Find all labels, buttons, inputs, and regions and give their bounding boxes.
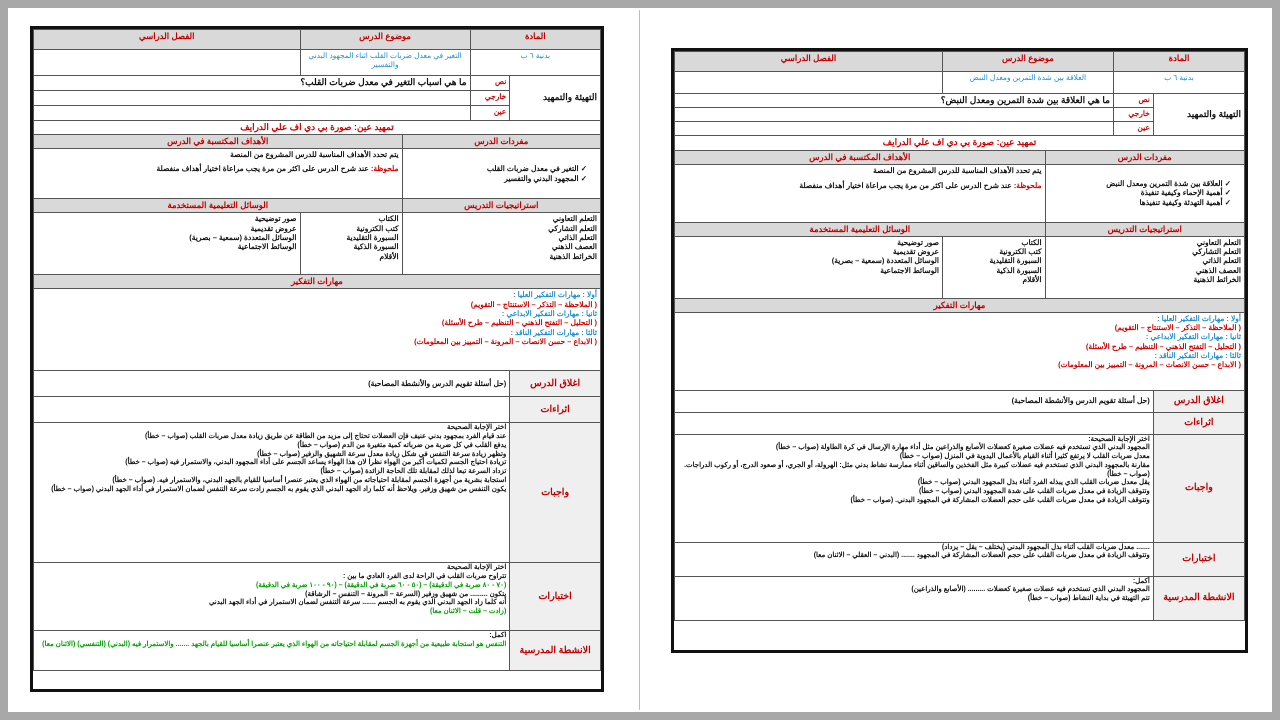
subject-value: بدنية ٦ ب [1113,72,1244,94]
media-item: الوسائل المتعددة (سمعية – بصرية) [831,256,939,266]
media-item: الوسائط الاجتماعية [237,242,297,252]
thinking-title: أولا : مهارات التفكير العليا : [513,290,597,300]
hw-line: وتتوقف الزيادة في معدل ضربات القلب على حجم العضلات المشاركة في المجهود البدني. (صواب – خطأ) [850,496,1150,504]
warm-tag-text: نص [1113,94,1153,108]
activity-line: التنفس هو استجابة طبيعية من أجهزة الجسم لمقابلة احتياجاته من الهواء الذي يعتبر عنصرا أساسيا للقيام بالجهد ....... والاستمرار فيه (البدني) (التنفسي) (الاثنان معا) [42,641,507,648]
term-header: الفصل الدراسي [34,30,301,50]
term-value [675,72,943,94]
topic-value: العلاقة بين شدة التمرين ومعدل النبض [942,72,1113,94]
tests-label: اختبارات [510,563,601,631]
topic-value: التغير في معدل ضربات القلب اثناء المجهود البدني والتفسير [300,50,470,76]
strategy-item: التعلم التعاوني [1196,237,1241,247]
tests-content [34,563,510,631]
goals-header: الأهداف المكتسبة في الدرس [675,150,1046,164]
media-item: صور توضيحية [897,237,939,247]
media-item: الوسائط الاجتماعية [880,265,939,275]
thinking-header: مهارات التفكير [675,298,1245,312]
strategy-item: العصف الذهني [1195,265,1241,275]
media-item: السبورة الذكية [353,242,399,252]
media-item: الأقلام [1022,275,1042,284]
media-item: الكتاب [378,214,399,224]
vocab-list [1045,164,1244,222]
activity-line: تتم التهيئة في بداية النشاط (صواب – خطأ) [1027,595,1150,602]
test-line: تتراوح ضربات القلب في الراحة لدى الفرد العادي ما بين : [342,573,507,580]
thinking-items: ( الابداع – حسن الانصات – المرونة – التمييز بين المعلومات) [1058,360,1241,370]
closing-text: (حل أسئلة تقويم الدرس والأنشطة المصاحبة) [34,371,510,397]
hw-line: المجهود البدني الذي تستخدم فيه عضلات صغيرة كعضلات الأصابع والذراعين مثل أداء مهارة الإرسال في كرة الطاولة (صواب – خطأ) [775,444,1150,452]
hw-line: وتظهر زيادة سرعة التنفس في شكل زيادة معدل سرعة الشهيق والزفير (صواب – خطأ) [257,450,507,458]
media-item: عروض تقديمية [893,246,939,256]
page-divider [639,10,640,710]
thinking-skills [34,289,601,371]
activity-label: الانشطة المدرسية [1153,576,1244,620]
test-line: ....... معدل ضربات القلب أثناء بذل المجهود البدني (يختلف – يقل – يزداد) [941,543,1150,551]
vocab-list [402,149,600,199]
media-header: الوسائل التعليمية المستخدمة [34,199,403,213]
strategy-item: التعلم التعاوني [552,214,597,224]
thinking-items: ( التحليل – التفتح الذهني – التنظيم – طرح الأسئلة) [441,318,597,328]
hw-line: تزيادة احتياج الجسم لكميات أكبر من الهواء نظرا لان هذا الهواء يساعد الجسم على أداء المجهود البدني، والاستمرار فيه (صواب – خطأ) [125,459,507,467]
hw-line: اختر الإجابة الصحيحة [446,424,507,432]
media-item: كتب الكترونية [999,246,1042,256]
activity-content [34,631,510,671]
test-line: وتتوقف الزيادة في معدل ضربات القلب على حجم العضلات المشاركة في المجهود ....... (البدني – العقلي – الاثنان معا) [813,552,1150,560]
thinking-title: ثالثا : مهارات التفكير الناقد : [510,327,597,337]
activity-line: أكمل: [1132,577,1150,585]
warm-tag-text: نص [470,76,510,91]
topic-header: موضوع الدرس [300,30,470,50]
lesson-question: ما هي العلاقة بين شدة التمرين ومعدل النبض؟ [675,94,1114,108]
goals-text: يتم تحدد الأهداف المناسبة للدرس المشروع من المنصة [873,165,1042,175]
test-line: اختر الإجابة الصحيحة [446,564,507,572]
term-value [34,50,301,76]
hw-line: يدفع القلب في كل ضربة من ضرباته كمية متغيرة من الدم (صواب – خطأ) [297,441,507,449]
vocab-item: ✓ العلاقة بين شدة التمرين ومعدل النبض [1049,179,1231,188]
strategy-item: الخرائط الذهنية [549,251,597,261]
closing-label: اغلاق الدرس [510,371,601,397]
strategies-header: استراتيجيات التدريس [1045,222,1244,236]
vocab-header: مفردات الدرس [1045,150,1244,164]
test-line: يتكون ......... من شهيق وزفير (السرعة – المرونة – التنفس – الرشاقة) [305,590,507,598]
hw-line: اختر الإجابة الصحيحة: [1088,435,1150,443]
lesson-plan-left [30,26,604,692]
media-item: السبورة الذكية [996,265,1042,275]
hw-line: عند قيام الفرد بمجهود بدني عنيف فإن العضلات تحتاج إلى مزيد من الطاقة عن طريق زيادة معدل ضربات القلب (صواب – خطأ) [145,433,507,440]
thinking-title: ثانيا : مهارات التفكير الابداعي : [501,309,597,318]
lesson-table-left [33,29,601,671]
lesson-plan-right [671,48,1248,653]
test-line: (زادت – قلت – الاثنان معا) [430,608,507,615]
hw-label: واجبات [1153,434,1244,542]
media-list-a [942,236,1045,298]
tests-label: اختبارات [1153,542,1244,576]
hw-line: تزداد السرعة تبعا لذلك لمقابلة تلك الحاجة الزائدة (صواب – خطأ) [320,468,507,475]
goals-header: الأهداف المكتسبة في الدرس [34,135,403,149]
hw-label: واجبات [510,423,601,563]
strategy-item: التعلم الذاتي [1202,256,1241,266]
warm-tag-external: خارجي [470,91,510,106]
goals-cell [675,164,1046,222]
media-item: الكتاب [1021,237,1042,247]
thinking-title: ثالثا : مهارات التفكير الناقد : [1154,351,1241,360]
note-label: ملحوظة: [1013,180,1042,190]
media-list-b [675,236,943,298]
vocab-item: ✓ التغير في معدل ضربات القلب [406,164,587,173]
thinking-title: ثانيا : مهارات التفكير الابداعي : [1145,332,1241,342]
media-item: عروض تقديمية [250,223,297,233]
media-item: الوسائل المتعددة (سمعية – بصرية) [189,233,297,242]
hw-line: يكون التنفس من شهيق وزفير. ويلاحظ أنه كلما زاد الجهد البدني الذي يقوم به الجسم زادت سرعة التنفس لضمان الاستمرار في أداء الجهد البدني (صواب – خطأ) [51,485,507,493]
strategies-header: استراتيجيات التدريس [402,199,600,213]
warm-tag-eye: عين [1113,122,1153,136]
tests-content [675,542,1154,576]
hw-line: وتتوقف الزيادة في معدل ضربات القلب على شدة المجهود البدني (صواب – خطأ) [919,488,1150,495]
warmup-line: تمهيد عين: صورة بي دي اف علي الدرايف [34,121,601,135]
subject-header: المادة [1113,52,1244,72]
thinking-items: ( الملاحظة – التذكر – الاستنتاج – التقويم) [470,299,597,309]
vocab-item: ✓ أهمية التهدئة وكيفية تنفيذها [1049,198,1231,207]
enrich-label: اثراءات [510,397,601,423]
warmup-line: تمهيد عين: صورة بي دي اف علي الدرايف [675,136,1245,150]
thinking-items: ( الملاحظة – التذكر – الاستنتاج – التقويم) [1114,322,1241,332]
closing-text: (حل أسئلة تقويم الدرس والأنشطة المصاحبة) [675,390,1154,412]
warm-tag-external: خارجي [1113,108,1153,122]
strategy-item: العصف الذهني [551,242,597,252]
warmup-label: التهيئة والتمهيد [1153,94,1244,136]
test-line: (٧٠ - ٨٠ ضربة في الدقيقة) – (٥٠ - ٦٠ ضربة في الدقيقة) – (٩٠ - ١٠٠ ضربة في الدقيقة) [255,581,507,589]
activity-line: المجهود البدني الذي تستخدم فيه عضلات صغيرة كعضلات ......... (الأصابع والذراعين) [911,586,1150,594]
test-line: أنه كلما زاد الجهد البدني الذي يقوم به الجسم ....... سرعة التنفس لضمان الاستمرار في أداء الجهد البدني [208,599,507,607]
closing-label: اغلاق الدرس [1153,390,1244,412]
topic-header: موضوع الدرس [942,52,1113,72]
media-list-a [300,213,402,275]
hw-line: استجابة بشرية من أجهزة الجسم لمقابلة احتياجاته من الهواء الذي يعتبر عنصرا أساسيا للقيام بالجهد البدني، والاستمرار فيه. (صواب – خطأ) [112,476,507,484]
note-text: عند شرح الدرس على اكثر من مرة يجب مراعاة اختيار أهداف منفصلة [799,180,1012,190]
warm-tag-eye: عين [470,106,510,121]
hw-line: يقل معدل ضربات القلب الذي يبذله الفرد أثناء بذل المجهود البدني (صواب – خطأ) [917,479,1150,487]
activity-line: اكمل: [489,632,507,640]
media-item: الأقلام [379,251,399,261]
vocab-item: ✓ المجهود البدني والتفسير [406,174,587,183]
vocab-header: مفردات الدرس [402,135,600,149]
activity-label: الانشطة المدرسية [510,631,601,671]
subject-value: بدنية ٦ ب [470,50,600,76]
term-header: الفصل الدراسي [675,52,943,72]
hw-line: معدل ضربات القلب لا يرتفع كثيرا أثناء القيام بالأعمال اليدوية في المنزل (صواب – خطأ) [899,453,1150,460]
warmup-label: التهيئة والتمهيد [510,76,601,121]
goals-text: يتم تحدد الأهداف المناسبة للدرس المشروع من المنصة [230,150,399,160]
media-list-b [34,213,301,275]
strategy-item: الخرائط الذهنية [1193,275,1241,284]
hw-content [34,423,510,563]
strategies-list [402,213,600,275]
hw-content [675,434,1154,542]
vocab-item: ✓ أهمية الإحماء وكيفية تنفيذة [1049,188,1231,197]
note-text: عند شرح الدرس على اكثر من مرة يجب مراعاة اختيار أهداف منفصلة [156,163,369,173]
strategy-item: التعلم التشاركي [1192,246,1241,256]
note-label: ملحوظة: [370,163,399,173]
thinking-items: ( التحليل – التفتح الذهني – التنظيم – طرح الأسئلة) [1085,341,1241,351]
strategies-list [1045,236,1244,298]
lesson-table-right [674,51,1245,621]
media-item: كتب الكترونية [356,223,399,233]
strategy-item: التعلم التشاركي [548,223,597,233]
goals-cell [34,149,403,199]
subject-header: المادة [470,30,600,50]
enrich-label: اثراءات [1153,412,1244,434]
activity-content [675,576,1154,620]
thinking-skills [675,312,1245,390]
hw-line: مقارنة بالمجهود البدني الذي تستخدم فيه عضلات كبيرة مثل الفخذين والساقين أثناء ممارسة نشاط بدني مثل: الهرولة، أو الجري، أو صعود الدرج، أو ركوب الدراجات. (صواب – خطأ) [684,461,1150,478]
strategy-item: التعلم الذاتي [558,233,597,242]
thinking-header: مهارات التفكير [34,275,601,289]
thinking-title: أولا : مهارات التفكير العليا : [1157,313,1241,323]
media-item: صور توضيحية [254,214,297,224]
thinking-items: ( الابداع – حسن الانصات – المرونة – التمييز بين المعلومات) [414,337,597,347]
lesson-question: ما هي اسباب التغير في معدل ضربات القلب؟ [34,76,471,91]
media-item: السبورة التقليدية [989,256,1042,266]
media-header: الوسائل التعليمية المستخدمة [675,222,1046,236]
media-item: السبورة التقليدية [346,233,399,242]
